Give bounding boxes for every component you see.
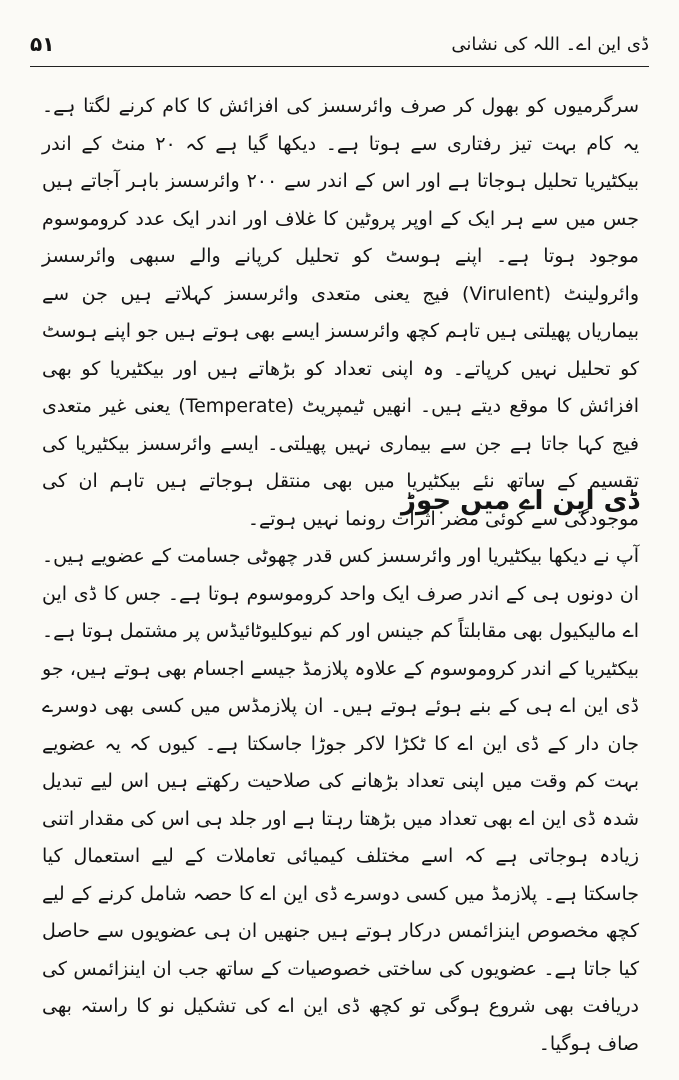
page-header [30, 24, 649, 64]
running-title: ڈی این اے۔ اللہ کی نشانی [451, 33, 649, 55]
body-paragraph-2: آپ نے دیکھا بیکٹیریا اور وائرسسز کس قدر چھوٹی جسامت کے عضویے ہیں۔ ان دونوں ہی کے اندر صرف ایک واحد کروموسوم ہوتا ہے۔ جس کا ڈی این اے مالیکیول بھی مقابلتاً کم جینس اور کم نیوکلیوٹائیڈس پر مشتمل ہوتا ہے۔ بیکٹیریا کے اندر کروموسوم کے علاوہ پلازمڈ جیسے اجسام بھی ہوتے ہیں، جو ڈی این اے ہی کے بنے ہوئے ہوتے ہیں۔ ان پلازمڈس میں کسی بھی دوسرے جان دار کے ڈی این اے کا ٹکڑا لاکر جوڑا جاسکتا ہے۔ کیوں کہ یہ عضویے بہت کم وقت میں اپنی تعداد بڑھانے کی صلاحیت رکھتے ہیں اس لیے تبدیل شدہ ڈی این اے بھی تعداد میں بڑھتا رہتا ہے اور جلد ہی اس کی مقدار اتنی زیادہ ہوجاتی ہے کہ اسے مختلف کیمیائی تعاملات کے لیے استعمال کیا جاسکتا ہے۔ پلازمڈ میں کسی دوسرے ڈی این اے کا حصہ شامل کرنے کے لیے کچھ مخصوص اینزائمس درکار ہوتے ہیں جنھیں ان ہی عضویوں سے حاصل کیا جاتا ہے۔ عضویوں کی ساختی خصوصیات کے ساتھ جب ان اینزائمس کی دریافت بھی شروع ہوگی تو کچھ ڈی این اے کی تشکیل نو کا راستہ بھی صاف ہوگیا۔ [42, 545, 639, 1055]
page-number: ۵۱ [30, 32, 55, 56]
section-heading: ڈی این اے میں جوڑ [401, 486, 639, 516]
header-divider [30, 66, 649, 67]
body-paragraph-1: سرگرمیوں کو بھول کر صرف وائرسسز کی افزائش کا کام کرنے لگتا ہے۔ یہ کام بہت تیز رفتاری سے ہوتا ہے۔ دیکھا گیا ہے کہ ۲۰ منٹ کے اندر بیکٹیریا تحلیل ہوجاتا ہے اور اس کے اندر سے ۲۰۰ وائرسسز باہر آجاتے ہیں جس میں سے ہر ایک کے اوپر پروٹین کا غلاف اور اندر ایک عدد کروموسوم موجود ہوتا ہے۔ اپنے ہوسٹ کو تحلیل کرپانے والے سبھی وائرسسز وائرولینٹ (Virulent) فیج یعنی متعدی وائرسسز کہلاتے ہیں جن سے بیماریاں پھیلتی ہیں تاہم کچھ وائرسسز ایسے بھی ہوتے ہیں جو اپنے ہوسٹ کو تحلیل نہیں کرپاتے۔ وہ اپنی تعداد کو بڑھاتے ہیں اور بیکٹیریا کو بھی افزائش کا موقع دیتے ہیں۔ انھیں ٹیمپریٹ (Temperate) یعنی غیر متعدی فیج کہا جاتا ہے جن سے بیماری نہیں پھیلتی۔ ایسے وائرسسز بیکٹیریا کی تقسیم کے ساتھ نئے بیکٹیریا میں بھی منتقل ہوجاتے ہیں تاہم ان کی موجودگی سے کوئی مضر اثرات رونما نہیں ہوتے۔ [42, 95, 639, 530]
